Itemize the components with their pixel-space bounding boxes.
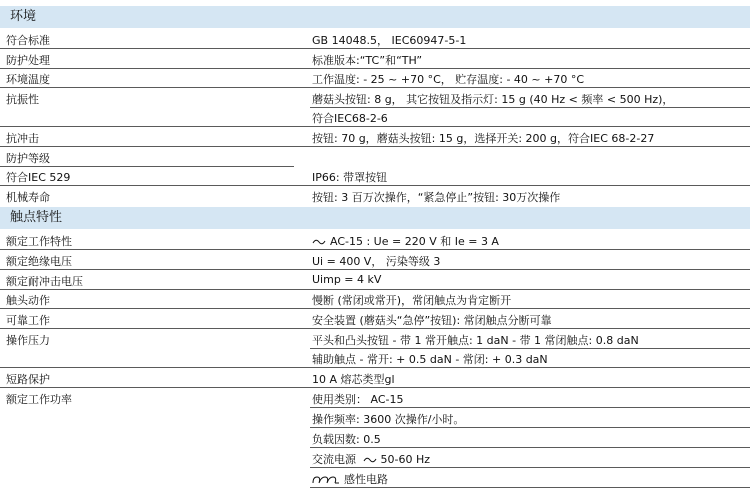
spec-value: Uimp = 4 kV (312, 273, 382, 286)
section-title: 环境 (10, 9, 37, 24)
spec-label: 环境温度 (6, 73, 50, 86)
spec-value: 辅助触点 - 常开: + 0.5 daN - 常闭: + 0.3 daN (312, 353, 548, 366)
row-divider (0, 328, 750, 329)
section-header-environment (0, 6, 750, 28)
ac-wave-icon (363, 456, 377, 464)
spec-label: 操作压力 (6, 334, 50, 347)
inductor-icon (312, 475, 340, 485)
row-divider (310, 107, 750, 108)
spec-value: 10 A 熔芯类型gl (312, 373, 395, 386)
row-divider (0, 185, 750, 186)
spec-value: 慢断 (常闭或常开)，常闭触点为肯定断开 (312, 294, 512, 307)
row-divider (310, 427, 750, 428)
spec-label: 符合IEC 529 (6, 171, 71, 184)
row-divider (0, 367, 750, 368)
spec-value: 按钮: 70 g，蘑菇头按钮: 15 g，选择开关: 200 g，符合IEC 68-2-27 (312, 132, 655, 145)
row-divider (310, 348, 750, 349)
spec-label: 可靠工作 (6, 314, 50, 327)
spec-label: 抗冲击 (6, 132, 39, 145)
section-title: 触点特性 (10, 210, 63, 225)
row-divider (310, 407, 750, 408)
spec-value-text: 感性电路 (344, 473, 388, 486)
spec-value: 平头和凸头按钮 - 带 1 常开触点: 1 daN - 带 1 常闭触点: 0.8 daN (312, 334, 639, 347)
spec-value: 使用类别： AC-15 (312, 393, 404, 406)
spec-label: 抗振性 (6, 93, 39, 106)
spec-value: Ui = 400 V， 污染等级 3 (312, 255, 441, 268)
ac-wave-icon (312, 238, 326, 246)
row-divider (0, 146, 750, 147)
row-divider (310, 447, 750, 448)
spec-value-text: AC-15 : Ue = 220 V 和 Ie = 3 A (330, 235, 499, 248)
row-divider (0, 126, 750, 127)
spec-label: 额定工作特性 (6, 235, 72, 248)
spec-value: 符合IEC68-2-6 (312, 112, 388, 125)
row-divider (0, 289, 750, 290)
spec-value (312, 233, 499, 249)
spec-value: 标准版本:“TC”和“TH” (312, 54, 423, 67)
spec-label: 防护等级 (6, 152, 50, 165)
spec-value: 蘑菇头按钮: 8 g， 其它按钮及指示灯: 15 g (40 Hz < 频率 < 500 Hz)， (312, 93, 674, 106)
row-divider (0, 68, 750, 69)
row-divider (0, 87, 750, 88)
spec-value: IP66: 带罩按钮 (312, 171, 388, 184)
spec-value-text: 交流电源 (312, 453, 356, 466)
row-divider (0, 269, 750, 270)
spec-value: 按钮: 3 百万次操作，“紧急停止”按钮: 30万次操作 (312, 191, 561, 204)
row-divider (310, 487, 750, 488)
spec-label: 短路保护 (6, 373, 50, 386)
spec-value: 负载因数: 0.5 (312, 433, 381, 446)
spec-label: 额定绝缘电压 (6, 255, 72, 268)
spec-value (312, 451, 430, 467)
spec-label: 符合标准 (6, 34, 50, 47)
spec-value (312, 471, 388, 487)
section-header-contacts (0, 207, 750, 229)
spec-label: 防护处理 (6, 54, 50, 67)
spec-label: 触头动作 (6, 294, 50, 307)
spec-value: GB 14048.5， IEC60947-5-1 (312, 34, 467, 47)
spec-value: 操作频率: 3600 次操作/小时。 (312, 413, 465, 426)
row-divider (310, 467, 750, 468)
spec-value-text: 50-60 Hz (380, 453, 431, 466)
row-divider (0, 249, 750, 250)
row-divider (0, 308, 750, 309)
spec-label: 额定工作功率 (6, 393, 72, 406)
spec-label: 额定耐冲击电压 (6, 275, 83, 288)
row-divider (0, 166, 294, 167)
row-divider (0, 48, 750, 49)
spec-label: 机械寿命 (6, 191, 50, 204)
spec-value: 安全装置 (蘑菇头“急停”按钮): 常闭触点分断可靠 (312, 314, 552, 327)
spec-value: 工作温度: - 25 ~ +70 °C， 贮存温度: - 40 ~ +70 °C (312, 73, 585, 86)
row-divider (0, 387, 750, 388)
